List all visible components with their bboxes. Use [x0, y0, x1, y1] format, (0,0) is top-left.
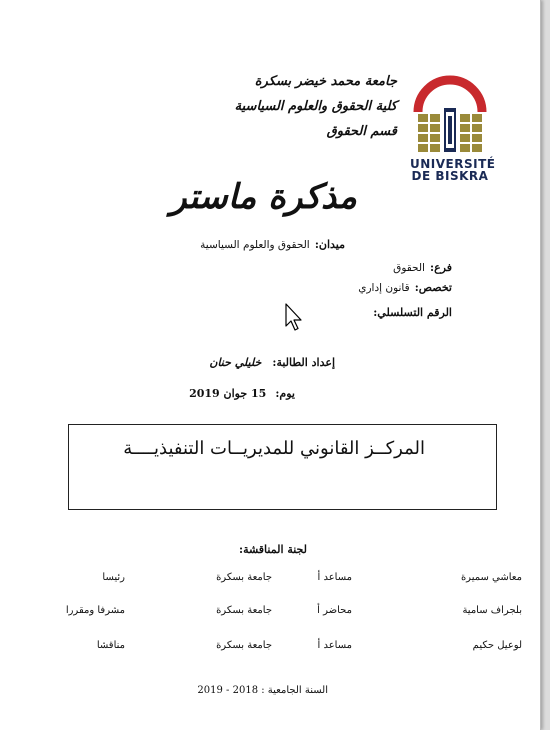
branch-label: فرع: — [430, 261, 452, 274]
department-name: قسم الحقوق — [326, 124, 397, 139]
logo-text-line1: UNIVERSITÉ — [410, 157, 496, 171]
member-name: بلجراف سامية — [462, 605, 522, 616]
member-university: جامعة بسكرة — [216, 572, 272, 583]
student-label: إعداد الطالبة: — [272, 356, 335, 369]
logo-text-line2: DE BISKRA — [411, 169, 489, 183]
member-name: لوعيل حكيم — [472, 640, 522, 651]
date-label: يوم: — [275, 387, 295, 400]
member-rank: محاضر أ — [317, 605, 352, 616]
date-value: 15 جوان 2019 — [189, 387, 267, 400]
member-university: جامعة بسكرة — [216, 640, 272, 651]
field-label: ميدان: — [314, 238, 345, 251]
member-rank: مساعد أ — [317, 640, 352, 651]
thesis-title: المركــز القانوني للمديريــات التنفيذيــــة — [123, 438, 425, 459]
academic-year: السنة الجامعية : 2018 - 2019 — [197, 685, 328, 696]
member-rank: مساعد أ — [317, 572, 352, 583]
main-title: مذكرة ماستر — [170, 177, 357, 217]
member-name: معاشي سميرة — [460, 572, 522, 583]
member-role: مناقشا — [96, 640, 125, 651]
date-row — [189, 382, 295, 401]
branch-row — [393, 256, 452, 275]
branch-value: الحقوق — [393, 262, 425, 274]
faculty-name: كلية الحقوق والعلوم السياسية — [234, 99, 397, 114]
student-row — [209, 351, 335, 370]
serial-number-label: الرقم التسلسلي: — [373, 306, 452, 319]
specialty-label: تخصص: — [414, 281, 452, 294]
thesis-title-box — [68, 424, 497, 510]
field-row — [200, 233, 345, 252]
field-value: الحقوق والعلوم السياسية — [200, 239, 310, 251]
committee-heading: لجنة المناقشة: — [239, 543, 307, 556]
specialty-value: قانون إداري — [358, 282, 410, 294]
university-name: جامعة محمد خيضر بسكرة — [254, 74, 397, 89]
member-role: رئيسا — [102, 572, 125, 583]
mouse-cursor-icon — [285, 303, 305, 333]
member-role: مشرفا ومقررا — [65, 605, 125, 616]
specialty-row — [358, 276, 452, 295]
student-name: خليلي حنان — [209, 356, 262, 369]
member-university: جامعة بسكرة — [216, 605, 272, 616]
